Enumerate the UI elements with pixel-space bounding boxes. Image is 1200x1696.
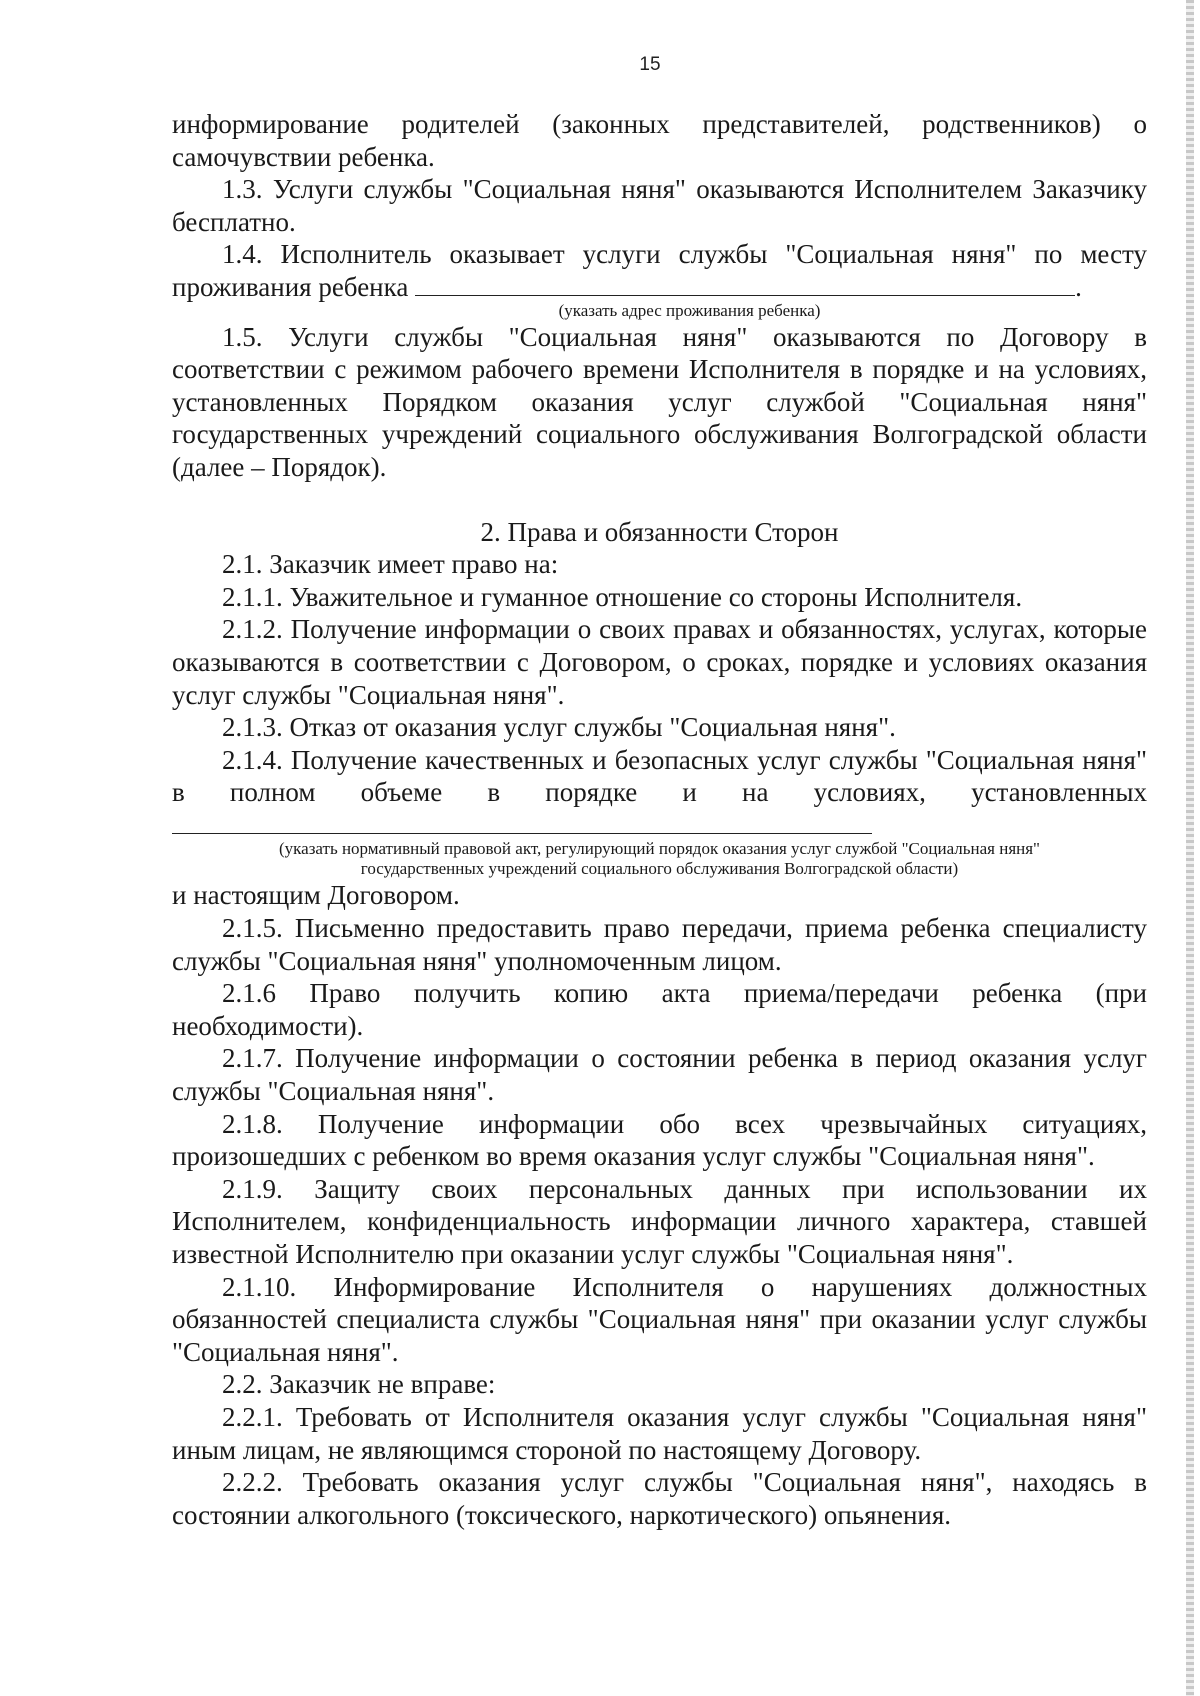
clause-2-2-2: 2.2.2. Требовать оказания услуг службы "Социальная няня", находясь в состоянии алкогольного (токсического, наркотического) опьянения. bbox=[172, 1467, 1147, 1530]
legal-act-caption-1: (указать нормативный правовой акт, регулирующий порядок оказания услуг службой "Социальная няня" bbox=[279, 839, 1040, 859]
clause-2-1-3: 2.1.3. Отказ от оказания услуг службы "Социальная няня". bbox=[222, 712, 896, 743]
clause-2-1-6: 2.1.6 Право получить копию акта приема/передачи ребенка (при необходимости). bbox=[172, 978, 1147, 1041]
page-number: 15 bbox=[639, 54, 661, 75]
clause-2-1-2: 2.1.2. Получение информации о своих правах и обязанностях, услугах, которые оказываются в соответствии с Договором, о сроках, порядке и условиях оказания услуг службы "Социальная няня". bbox=[172, 614, 1147, 710]
clause-2-1-4-end: и настоящим Договором. bbox=[172, 880, 460, 911]
clause-2-1-7: 2.1.7. Получение информации о состоянии ребенка в период оказания услуг службы "Социальная няня". bbox=[172, 1043, 1147, 1107]
clause-2-1-1: 2.1.1. Уважительное и гуманное отношение со стороны Исполнителя. bbox=[222, 581, 1023, 612]
clause-2-1-9: 2.1.9. Защиту своих персональных данных при использовании их Исполнителем, конфиденциальность информации личного характера, ставшей известной Исполнителю при оказании услуг службы "Социальная няня". bbox=[172, 1173, 1147, 1269]
address-fill-line bbox=[415, 294, 1075, 296]
clause-2-1-5: 2.1.5. Письменно предоставить право передачи, приема ребенка специалисту службы "Социальная няня" уполномоченным лицом. bbox=[172, 913, 1147, 976]
legal-act-caption-2: государственных учреждений социального обслуживания Волгоградской области) bbox=[360, 859, 959, 879]
clause-2-1-8: 2.1.8. Получение информации обо всех чрезвычайных ситуациях, произошедших с ребенком во время оказания услуг службы "Социальная няня". bbox=[172, 1108, 1147, 1172]
clause-2-1-4 bbox=[172, 744, 1147, 842]
legal-act-fill-line bbox=[172, 832, 872, 834]
clause-1-4 bbox=[172, 238, 1147, 303]
clause-1-3: 1.3. Услуги службы "Социальная няня" оказываются Исполнителем Заказчику бесплатно. bbox=[172, 174, 1147, 237]
address-caption: (указать адрес проживания ребенка) bbox=[558, 300, 821, 320]
clause-2-2: 2.2. Заказчик не вправе: bbox=[222, 1369, 496, 1400]
section-2-heading: 2. Права и обязанности Сторон bbox=[480, 516, 839, 547]
clause-2-2-1: 2.2.1. Требовать от Исполнителя оказания услуг службы "Социальная няня" иным лицам, не являющимся стороной по настоящему Договору. bbox=[172, 1401, 1147, 1465]
clause-1-4-text: 1.4. Исполнитель оказывает услуги службы "Социальная няня" по месту проживания ребенка bbox=[172, 239, 1147, 302]
clause-1-5: 1.5. Услуги службы "Социальная няня" оказываются по Договору в соответствии с режимом рабочего времени Исполнителя в порядке и на условиях, установленных Порядком оказания услуг службой "Социальная няня" государственных учреждений социального обслуживания Волгоградской области (далее – Порядок). bbox=[172, 321, 1147, 482]
clause-2-1-4-text: 2.1.4. Получение качественных и безопасных услуг службы "Социальная няня" в полном объеме в порядке и на условиях, установленных bbox=[172, 744, 1147, 808]
clause-2-1: 2.1. Заказчик имеет право на: bbox=[222, 549, 559, 580]
clause-1-4-end: . bbox=[1075, 271, 1082, 302]
document-body bbox=[172, 108, 1147, 1531]
clause-2-1-10: 2.1.10. Информирование Исполнителя о нарушениях должностных обязанностей специалиста службы "Социальная няня" при оказании услуг службы "Социальная няня". bbox=[172, 1271, 1147, 1367]
paragraph-continuation: информирование родителей (законных представителей, родственников) о самочувствии ребенка. bbox=[172, 109, 1147, 172]
scan-edge-artifact bbox=[1186, 0, 1194, 1696]
